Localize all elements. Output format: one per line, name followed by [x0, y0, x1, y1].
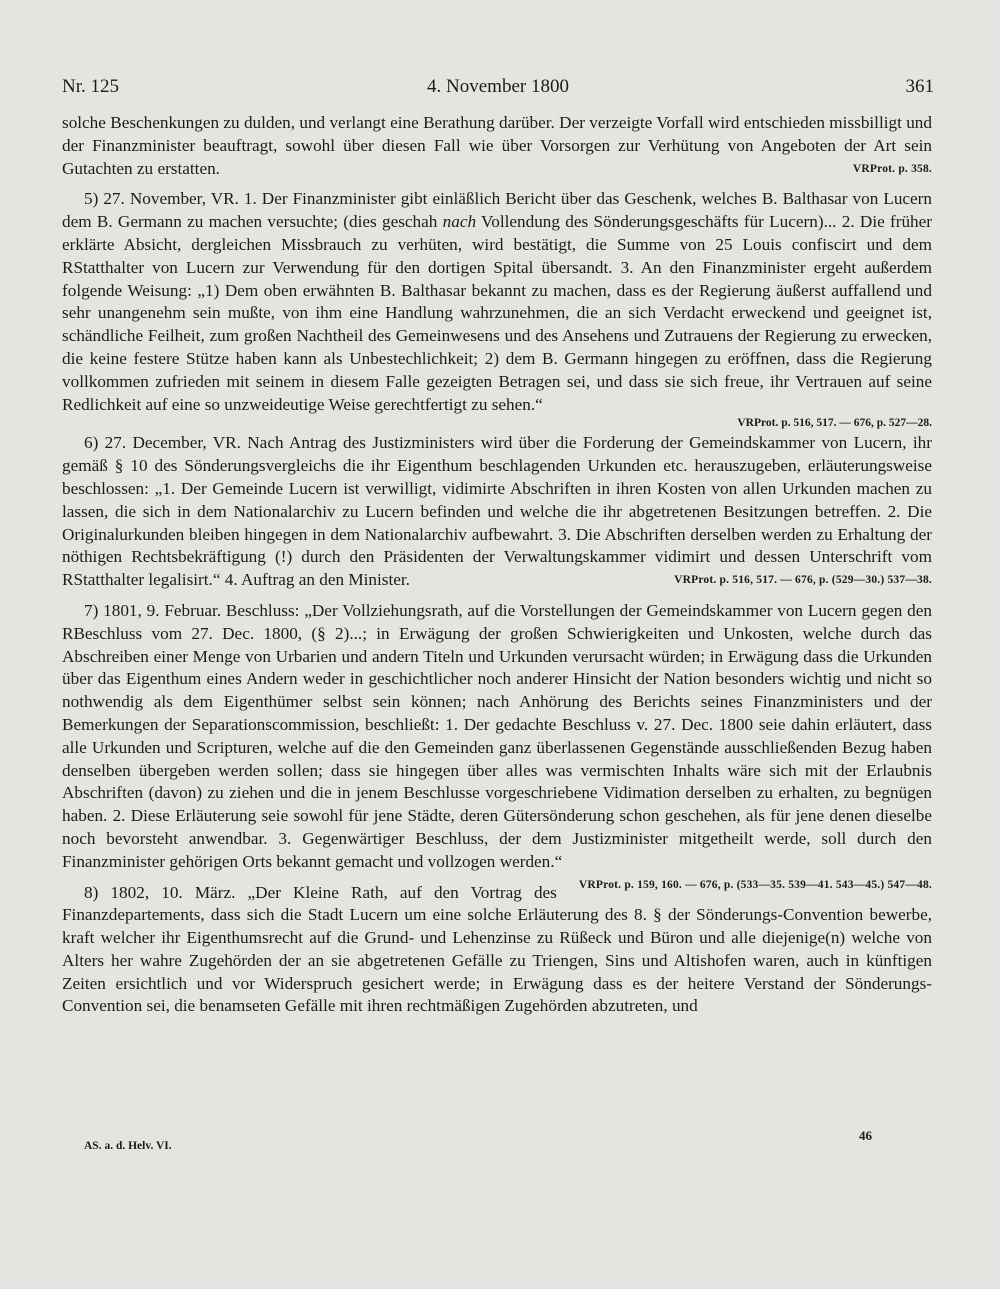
document-number: Nr. 125: [62, 76, 119, 97]
emphasis-word: nach: [442, 212, 477, 232]
entry-7: 7) 1801, 9. Februar. Beschluss: „Der Vollziehungsrath, auf die Vorstellungen der Gemeindskammer von Lucern gegen den RBeschluss vom 27. Dec. 1800, (§ 2)...; in Erwägung der großen Schwierigkeiten und Unkosten, welche durch das Abschreiben einer Menge von Urbarien und andern Titeln und Urkunden verursacht würden; in Erwägung dass die Urkunden über das Eigenthum eines Andern weder in geschichtlicher noch anderer Hinsicht der Nation besonders wichtig und nicht so nothwendig als dem Eigenthümer selbst sein können; nach Anhörung des Berichts seines Finanzministers und der Bemerkungen der Separationscommission, beschließt: 1. Der gedachte Beschluss v. 27. Dec. 1800 seie dahin erläutert, dass alle Urkunden und Scripturen, welche auf die den Gemeinden ganz überlassenen Gegenstände ausschließenden Bezug haben denselben übergeben werden sollen; dass sie hingegen über alles was vermischten Inhalts wäre sich mit der Erlaubnis Abschriften (davon) zu ziehen und die in jenem Beschlusse vorgeschriebene Vidimation derselben zu erhalten, zu begnügen haben. 2. Diese Erläuterung seie sowohl für jene Städte, deren Gütersönderung schon geschehen, als für jene denen dieselbe noch bevorsteht anwendbar. 3. Gegenwärtiger Beschluss, der dem Justizminister mitgetheilt werde, soll durch den Finanzminister gehörigen Orts bekannt gemacht und vollzogen werden.“ VRProt. p. 159, 160. — 676, p. (533—35. 539—41. 543—45.) 547—48.: [62, 600, 932, 874]
entry-6: 6) 27. December, VR. Nach Antrag des Justizministers wird über die Forderung der Gemeindskammer von Lucern, ihr gemäß § 10 des Sönderungsvergleichs die ihr Eigenthum beschlagenden Urkunden etc. herauszugeben, erläuterungsweise beschlossen: „1. Der Gemeinde Lucern ist verwilligt, vidimirte Abschriften in ihren Kosten von allen Urkunden machen zu lassen, die sich in dem Nationalarchiv zu Lucern befinden und welche die ihr abgetretenen Besitzungen betreffen. 2. Die Originalurkunden bleiben hingegen in dem Nationalarchiv aufbewahrt. 3. Die Abschriften derselben werden zu Erhaltung der nöthigen Rechtsbekräftigung (!) durch den Präsidenten der Verwaltungskammer vidimirt und dessen Unterschrift vom RStatthalter legalisirt.“ 4. Auftrag an den Minister. VRProt. p. 516, 517. — 676, p. (529—30.) 537—38.: [62, 432, 932, 592]
entry-5: 5) 27. November, VR. 1. Der Finanzminister gibt einläßlich Bericht über das Geschenk, welches B. Balthasar von Lucern dem B. Germann zu machen versuchte; (dies geschah nach Vollendung des Sönderungsgeschäfts für Lucern)... 2. Die früher erklärte Absicht, dergleichen Missbrauch zu verhüten, wird bestätigt, die Summe von 25 Louis confiscirt und dem RStatthalter von Lucern zur Verwendung für den dortigen Spital übersandt. 3. An den Finanzminister ergeht außerdem folgende Weisung: „1) Dem oben erwähnten B. Balthasar bekannt zu machen, dass es der Regierung äußerst auffallend und sehr unangenehm sein mußte, von ihm eine Handlung wahrzunehmen, die an sich Verdacht erweckend und geeignet ist, schändliche Feilheit, zum großen Nachtheil des Gemeinwesens und des Ansehens und Zutrauens der Regierung zu erwecken, die keine festere Stütze haben kann als Unbestechlichkeit; 2) dem B. Germann hingegen zu eröffnen, dass die Regierung vollkommen zufrieden mit seinem in diesem Falle gezeigten Betragen sei, und dass sie sich freue, ihr Vertrauen auf seine Redlichkeit auf eine so unzweideutige Weise gerechtfertigt zu sehen.“: [62, 189, 932, 414]
page-number: 361: [905, 76, 934, 97]
paragraph-continuation: solche Beschenkungen zu dulden, und verlangt eine Berathung darüber. Der verzeigte Vorfall wird entschieden missbilligt und der Finanzminister beauftragt, sowohl über diesen Fall wie über Vorsorgen zur Verhütung von Angeboten der Art sein Gutachten zu erstatten. VRProt. p. 358.: [62, 112, 932, 180]
body-text: [62, 112, 932, 1018]
source-reference: VRProt. p. 358.: [852, 162, 932, 175]
source-reference: VRProt. p. 516, 517. — 676, p. (529—30.) 537—38.: [674, 574, 932, 587]
source-reference: VRProt. p. 516, 517. — 676, p. 527—28.: [737, 417, 932, 430]
source-reference: VRProt. p. 159, 160. — 676, p. (533—35. 539—41. 543—45.) 547—48.: [578, 878, 932, 891]
signature-mark: AS. a. d. Helv. VI.: [84, 1140, 172, 1152]
sheet-number: 46: [859, 1128, 872, 1143]
header-date: 4. November 1800: [427, 76, 569, 97]
entry-8: 8) 1802, 10. März. „Der Kleine Rath, auf den Vortrag des Finanzdepartements, dass sich die Stadt Lucern um eine solche Erläuterung des 8. § der Sönderungs-Convention bewerbe, kraft welcher ihr Eigenthumsrecht auf die Grund- und Lehenzinse zu Rüßeck und Büron und alle diejenige(n) welche von Alters her wahre Zugehörden der an sie abgetretenen Gefälle zu Triengen, Sins und Altishofen waren, auch in künftigen Zeiten ersichtlich und vor Widerspruch gesichert werde; in Erwägung dass es der heitere Verstand der Sönderungs-Convention sei, die benamseten Gefälle mit ihren rechtmäßigen Zugehörden abzutreten, und: [62, 882, 932, 1016]
page-footer: [62, 1128, 932, 1158]
running-header: [62, 76, 934, 102]
